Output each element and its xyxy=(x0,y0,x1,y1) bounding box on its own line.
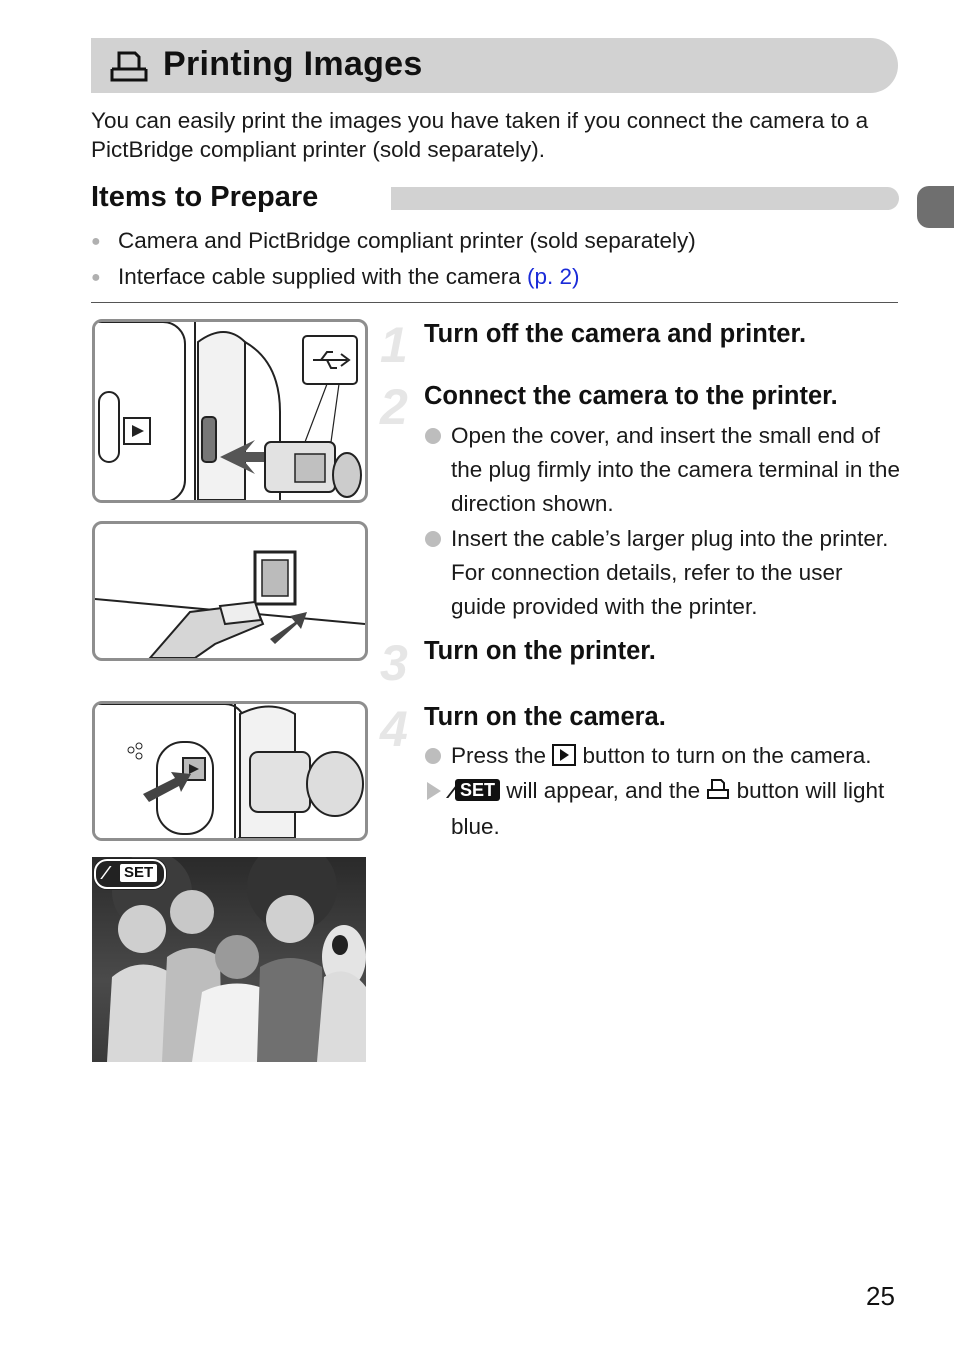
step-number: 1 xyxy=(380,317,408,373)
print-share-icon xyxy=(108,49,150,83)
set-badge-icon: SET xyxy=(455,779,500,801)
list-item-text: Interface cable supplied with the camera xyxy=(118,264,527,289)
chapter-tab xyxy=(917,186,954,228)
result-arrow-icon xyxy=(427,782,441,800)
set-label: SET xyxy=(120,864,157,882)
step-instruction: Press the button to turn on the camera. xyxy=(451,743,872,768)
list-item xyxy=(91,260,891,296)
print-share-icon xyxy=(706,776,730,810)
set-badge-overlay xyxy=(94,859,166,889)
playback-button-icon xyxy=(552,744,576,766)
bullet-dot-icon: ● xyxy=(91,269,101,286)
step-title: Turn on the camera. xyxy=(424,703,666,731)
step-title: Turn on the printer. xyxy=(424,637,656,665)
page-reference-link[interactable]: (p. 2) xyxy=(526,264,580,289)
intro-paragraph: You can easily print the images you have taken if you connect the camera to a PictBridge compliant printer (sold separately). xyxy=(91,108,869,162)
divider xyxy=(91,302,898,303)
bullet-dot-icon: ● xyxy=(91,233,101,250)
step-number: 2 xyxy=(380,379,408,435)
step-instruction: Insert the cable’s larger plug into the printer. For connection details, refer to the user guide provided with the printer. xyxy=(451,526,889,619)
page-number: 25 xyxy=(866,1281,895,1311)
playback-photo xyxy=(92,857,366,1062)
section-bar xyxy=(391,187,899,210)
circle-bullet-icon xyxy=(425,428,441,444)
camera-play-button-illustration xyxy=(92,701,368,841)
step-title: Connect the camera to the printer. xyxy=(424,382,838,410)
step-number: 4 xyxy=(380,701,408,757)
step-instruction: Open the cover, and insert the small end of the plug firmly into the camera terminal in the direction shown. xyxy=(451,423,900,516)
circle-bullet-icon xyxy=(425,531,441,547)
prepare-list xyxy=(91,224,891,296)
list-item xyxy=(91,224,891,260)
section-heading: Items to Prepare xyxy=(91,181,319,213)
step-title: Turn off the camera and printer. xyxy=(424,320,807,348)
print-pen-icon: ⁄ xyxy=(104,863,108,883)
printer-port-illustration xyxy=(92,521,368,661)
camera-cable-illustration xyxy=(92,319,368,503)
page-title: Printing Images xyxy=(163,45,423,83)
list-item-text: Camera and PictBridge compliant printer (sold separately) xyxy=(118,228,696,253)
print-pen-icon: ⁄ xyxy=(451,777,456,804)
step-result: ⁄ SET will appear, and the button will light blue. xyxy=(451,777,885,839)
circle-bullet-icon xyxy=(425,748,441,764)
step-number: 3 xyxy=(380,635,408,691)
